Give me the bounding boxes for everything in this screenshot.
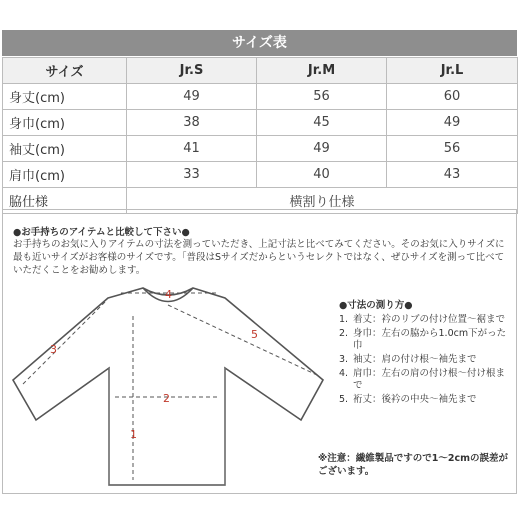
size-chart	[2, 30, 517, 214]
cell-value: 40	[257, 162, 387, 188]
cell-value: 38	[127, 110, 257, 136]
diagram-label-3: 3	[50, 343, 57, 356]
cell-value: 49	[257, 136, 387, 162]
cell-value: 60	[387, 84, 518, 110]
item-number: 5.	[339, 394, 349, 405]
table-row	[3, 84, 518, 110]
table-row	[3, 136, 518, 162]
shirt-outline	[13, 288, 323, 485]
size-table	[2, 57, 518, 214]
table-row	[3, 162, 518, 188]
error-footnote: ※注意：繊維製品ですので1～2cmの誤差がございます。	[318, 453, 508, 477]
item-text: 裄丈：後衿の中央～袖先まで	[353, 394, 477, 405]
measure-heading: ●寸法の測り方●	[339, 300, 413, 311]
measurement-guide	[2, 209, 517, 494]
shirt-diagram	[3, 280, 333, 492]
list-item	[339, 314, 511, 326]
diagram-label-2: 2	[163, 392, 170, 405]
item-number: 4.	[339, 368, 349, 379]
list-item	[339, 394, 511, 406]
item-number: 3.	[339, 354, 349, 365]
item-number: 1.	[339, 314, 349, 325]
table-header-row	[3, 58, 518, 84]
item-text: 身巾：左右の脇から1.0cm下がった巾	[353, 328, 507, 351]
list-item	[339, 354, 511, 366]
diagram-label-5: 5	[251, 328, 258, 341]
cell-value: 56	[387, 136, 518, 162]
cell-value: 45	[257, 110, 387, 136]
size-chart-title: サイズ表	[2, 30, 517, 56]
cell-value: 33	[127, 162, 257, 188]
cell-value: 41	[127, 136, 257, 162]
note-heading: ●お手持ちのアイテムと比較して下さい●	[13, 227, 190, 238]
note-body: お手持ちのお気に入りアイテムの寸法を測っていただき、上記寸法と比べてみてください。そのお気に入りサイズに最も近いサイズがお客様のサイズです。「普段はSサイズだからというセレクトではなく、ぜひサイズを測って比べていただくことをお勧めします。	[13, 239, 505, 276]
row-label: 肩巾(cm)	[3, 162, 127, 188]
list-item	[339, 328, 511, 352]
cell-value: 56	[257, 84, 387, 110]
header-jr-s: Jr.S	[127, 58, 257, 84]
item-number: 2.	[339, 328, 349, 339]
row-label: 身丈(cm)	[3, 84, 127, 110]
item-text: 着丈：衿のリブの付け位置～裾まで	[353, 314, 506, 325]
row-label: 身巾(cm)	[3, 110, 127, 136]
item-text: 袖丈：肩の付け根～袖先まで	[353, 354, 477, 365]
list-item	[339, 368, 511, 392]
header-size: サイズ	[3, 58, 127, 84]
table-row	[3, 110, 518, 136]
cell-value: 49	[387, 110, 518, 136]
diagram-label-1: 1	[130, 428, 137, 441]
cell-value: 43	[387, 162, 518, 188]
measure-instructions	[339, 297, 511, 408]
header-jr-m: Jr.M	[257, 58, 387, 84]
side-spec-value: 横割り仕様	[127, 188, 518, 214]
row-label: 袖丈(cm)	[3, 136, 127, 162]
diagram-label-4: 4	[165, 288, 172, 301]
header-jr-l: Jr.L	[387, 58, 518, 84]
row-label: 脇仕様	[3, 188, 127, 214]
item-text: 肩巾：左右の肩の付け根～付け根まで	[353, 368, 506, 391]
cell-value: 49	[127, 84, 257, 110]
